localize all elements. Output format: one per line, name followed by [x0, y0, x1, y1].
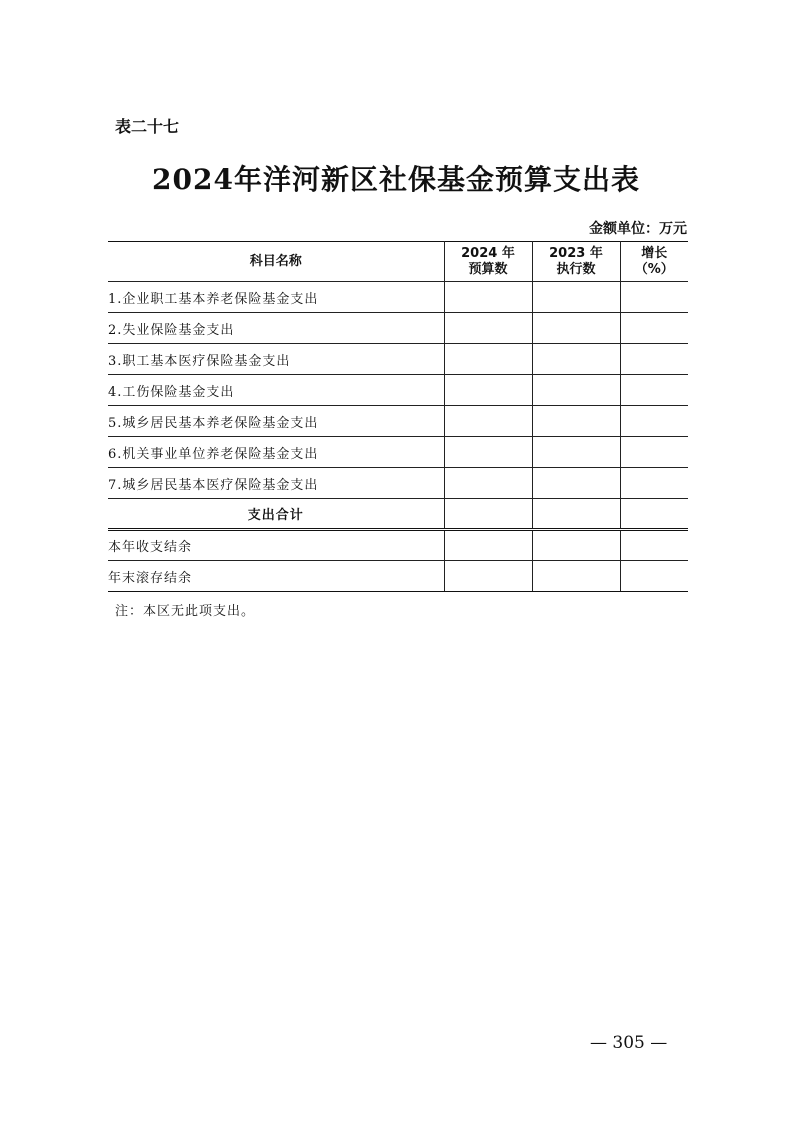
- table-row: [108, 406, 688, 437]
- row-name-cell: 本年收支结余: [108, 530, 444, 561]
- row-name-cell: 7.城乡居民基本医疗保险基金支出: [108, 468, 444, 499]
- row-growth-cell: [620, 282, 688, 313]
- row-growth-cell: [620, 375, 688, 406]
- header-2024-budget: 2024 年 预算数: [444, 242, 532, 282]
- row-growth-cell: [620, 344, 688, 375]
- header-2023-actual: 2023 年 执行数: [532, 242, 620, 282]
- table-row: [108, 561, 688, 592]
- unit-label: 金额单位：万元: [589, 221, 687, 237]
- table-row: [108, 530, 688, 561]
- row-name-cell: 年末滚存结余: [108, 561, 444, 592]
- row-actual-cell: [532, 437, 620, 468]
- row-budget-cell: [444, 344, 532, 375]
- row-budget-cell: [444, 437, 532, 468]
- table-row: [108, 282, 688, 313]
- row-growth-cell: [620, 499, 688, 530]
- row-growth-cell: [620, 313, 688, 344]
- table-body: [108, 282, 688, 592]
- row-budget-cell: [444, 375, 532, 406]
- page-title: 2024年洋河新区社保基金预算支出表: [152, 163, 640, 196]
- row-budget-cell: [444, 406, 532, 437]
- row-name-cell: 6.机关事业单位养老保险基金支出: [108, 437, 444, 468]
- row-budget-cell: [444, 282, 532, 313]
- table-row: [108, 468, 688, 499]
- header-growth: 增长 （%）: [620, 242, 688, 282]
- row-budget-cell: [444, 468, 532, 499]
- row-actual-cell: [532, 561, 620, 592]
- table-number-label: 表二十七: [115, 117, 180, 136]
- header-subject-name: 科目名称: [108, 242, 444, 282]
- row-actual-cell: [532, 313, 620, 344]
- table-header-row: [108, 242, 688, 282]
- row-name-cell: 4.工伤保险基金支出: [108, 375, 444, 406]
- row-name-cell: 1.企业职工基本养老保险基金支出: [108, 282, 444, 313]
- table-row: [108, 375, 688, 406]
- table-row: [108, 344, 688, 375]
- row-actual-cell: [532, 282, 620, 313]
- row-growth-cell: [620, 406, 688, 437]
- footnote: 注：本区无此项支出。: [115, 604, 256, 619]
- row-growth-cell: [620, 468, 688, 499]
- page-number: — 305 —: [590, 1033, 668, 1053]
- row-actual-cell: [532, 530, 620, 561]
- row-growth-cell: [620, 530, 688, 561]
- row-budget-cell: [444, 530, 532, 561]
- row-growth-cell: [620, 437, 688, 468]
- budget-table: [108, 241, 688, 592]
- row-name-cell: 5.城乡居民基本养老保险基金支出: [108, 406, 444, 437]
- row-budget-cell: [444, 313, 532, 344]
- row-actual-cell: [532, 468, 620, 499]
- table-row: [108, 499, 688, 530]
- row-actual-cell: [532, 344, 620, 375]
- row-actual-cell: [532, 375, 620, 406]
- row-actual-cell: [532, 406, 620, 437]
- row-actual-cell: [532, 499, 620, 530]
- table-row: [108, 313, 688, 344]
- row-growth-cell: [620, 561, 688, 592]
- row-name-cell: 3.职工基本医疗保险基金支出: [108, 344, 444, 375]
- row-name-cell: 支出合计: [108, 499, 444, 530]
- row-name-cell: 2.失业保险基金支出: [108, 313, 444, 344]
- table-row: [108, 437, 688, 468]
- row-budget-cell: [444, 561, 532, 592]
- row-budget-cell: [444, 499, 532, 530]
